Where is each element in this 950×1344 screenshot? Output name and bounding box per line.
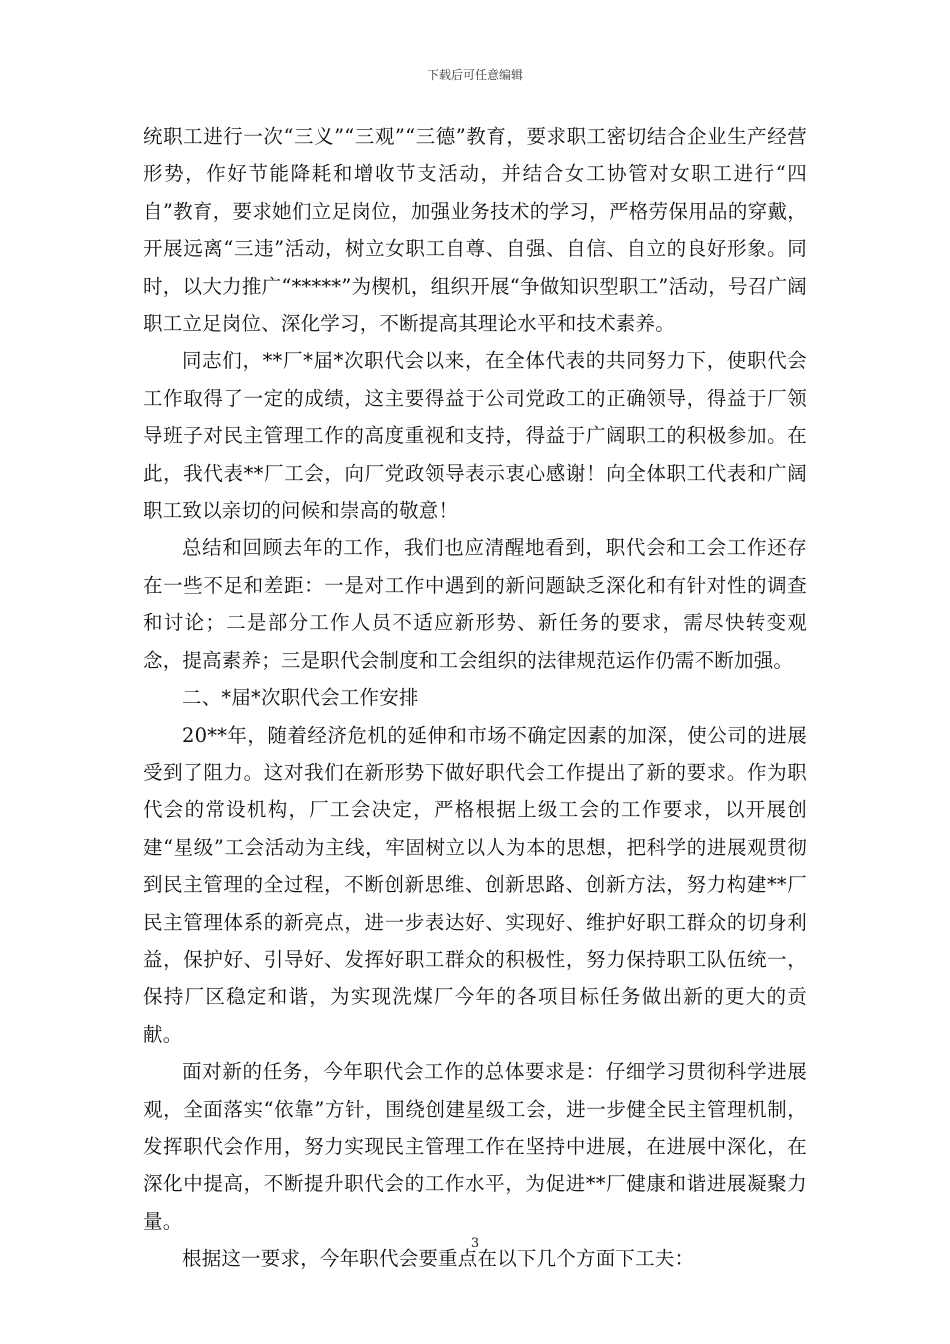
paragraph-5: 面对新的任务，今年职代会工作的总体要求是：仔细学习贯彻科学进展观，全面落实“依靠”方针，围绕创建星级工会，进一步健全民主管理机制，发挥职代会作用，努力实现民主管理工作在坚持中进展，在进展中深化，在深化中提高，不断提升职代会的工作水平，为促进**厂健康和谐进展凝聚力量。 <box>143 1060 807 1233</box>
section-heading: 二、*届*次职代会工作安排 <box>182 686 419 710</box>
page-number: 3 <box>470 1236 480 1251</box>
paragraph-3: 总结和回顾去年的工作，我们也应清醒地看到，职代会和工会工作还存在一些不足和差距：一是对工作中遇到的新问题缺乏深化和有针对性的调查和讨论；二是部分工作人员不适应新形势、新任务的要求，需尽快转变观念，提高素养；三是职代会制度和工会组织的法律规范运作仍需不断加强。 <box>143 536 807 672</box>
paragraph-4: 20**年，随着经济危机的延伸和市场不确定因素的加深，使公司的进展受到了阻力。这对我们在新形势下做好职代会工作提出了新的要求。作为职代会的常设机构，厂工会决定，严格根据上级工会的工作要求，以开展创建“星级”工会活动为主线，牢固树立以人为本的思想，把科学的进展观贯彻到民主管理的全过程，不断创新思维、创新思路、创新方法，努力构建**厂民主管理体系的新亮点，进一步表达好、实现好、维护好职工群众的切身利益，保护好、引导好、发挥好职工群众的积极性，努力保持职工队伍统一，保持厂区稳定和谐，为实现洗煤厂今年的各项目标任务做出新的更大的贡献。 <box>143 723 807 1046</box>
document-body <box>143 118 807 1278</box>
paragraph-2: 同志们，**厂*届*次职代会以来，在全体代表的共同努力下，使职代会工作取得了一定的成绩，这主要得益于公司党政工的正确领导，得益于厂领导班子对民主管理工作的高度重视和支持，得益于广阔职工的积极参加。在此，我代表**厂工会，向厂党政领导表示衷心感谢！向全体职工代表和广阔职工致以亲切的问候和崇高的敬意！ <box>143 349 807 523</box>
page-header: 下载后可任意编辑 <box>426 68 523 82</box>
paragraph-1: 统职工进行一次“三义”“三观”“三德”教育，要求职工密切结合企业生产经营形势，作好节能降耗和增收节支活动，并结合女工协管对女职工进行“四自”教育，要求她们立足岗位，加强业务技术的学习，严格劳保用品的穿戴，开展远离“三违”活动，树立女职工自尊、自强、自信、自立的良好形象。同时，以大力推广“*****”为楔机，组织开展“争做知识型职工”活动，号召广阔职工立足岗位、深化学习，不断提高其理论水平和技术素养。 <box>143 125 807 336</box>
paragraph-6: 根据这一要求，今年职代会要重点在以下几个方面下工夫： <box>182 1247 695 1271</box>
